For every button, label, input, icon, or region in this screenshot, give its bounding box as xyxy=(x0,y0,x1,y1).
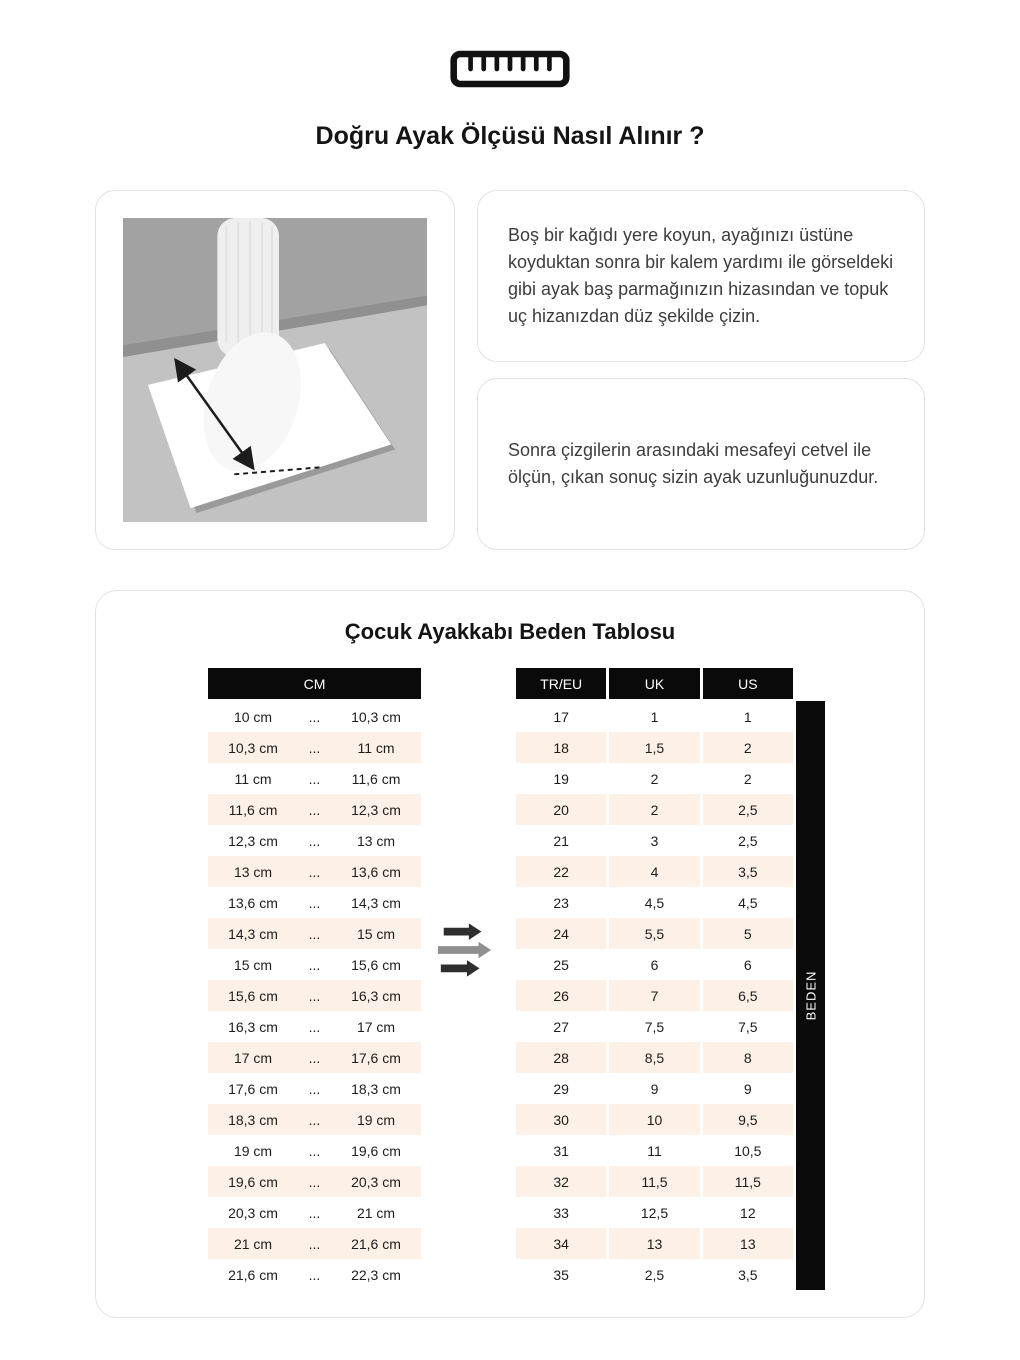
uk-cell: 8,5 xyxy=(609,1042,699,1073)
cm-to-cell: 20,3 cm xyxy=(351,1173,401,1190)
instruction-card-2 xyxy=(477,378,925,550)
cm-to-cell: 17,6 cm xyxy=(351,1049,401,1066)
tr-eu-cell: 26 xyxy=(516,980,606,1011)
cm-table-row xyxy=(208,1166,421,1197)
instruction-card-1 xyxy=(477,190,925,362)
us-cell: 8 xyxy=(703,1042,793,1073)
tr-eu-cell: 19 xyxy=(553,770,569,787)
us-cell: 1 xyxy=(743,708,752,725)
intl-size-table-head xyxy=(516,668,793,699)
cm-separator: ... xyxy=(308,770,321,787)
cm-table-row xyxy=(208,1042,421,1073)
uk-cell: 11,5 xyxy=(609,1166,699,1197)
cm-to-cell: 15 cm xyxy=(356,925,396,942)
foot-on-paper-photo xyxy=(123,218,427,522)
size-table-header: TR/EU xyxy=(516,668,606,699)
us-cell: 2,5 xyxy=(703,794,793,825)
cm-separator: ... xyxy=(308,832,321,849)
uk-cell: 12,5 xyxy=(640,1204,669,1221)
cm-separator: ... xyxy=(308,1049,321,1066)
cm-separator: ... xyxy=(308,925,321,942)
us-cell: 9 xyxy=(743,1080,752,1097)
cm-table-row xyxy=(208,1135,421,1166)
uk-cell: 11 xyxy=(647,1142,662,1159)
cm-from-cell: 20,3 cm xyxy=(228,1204,278,1221)
us-cell: 2,5 xyxy=(738,832,758,849)
cm-separator: ... xyxy=(308,1235,321,1252)
cm-from-cell: 13 cm xyxy=(233,863,273,880)
uk-cell: 13 xyxy=(609,1228,699,1259)
uk-cell: 2,5 xyxy=(644,1266,665,1283)
cm-to-cell: 17 cm xyxy=(356,1018,396,1035)
cm-from-cell: 18,3 cm xyxy=(228,1111,278,1128)
tr-eu-cell: 24 xyxy=(516,918,606,949)
cm-from-cell: 13,6 cm xyxy=(228,894,278,911)
cm-table-row xyxy=(208,1197,421,1228)
uk-cell: 2 xyxy=(609,794,699,825)
cm-table-row xyxy=(208,825,421,856)
us-cell: 10,5 xyxy=(734,1142,762,1159)
uk-cell: 4,5 xyxy=(644,894,665,911)
tr-eu-cell: 22 xyxy=(516,856,606,887)
tr-eu-cell: 18 xyxy=(516,732,606,763)
cm-table-row xyxy=(208,794,421,825)
cm-table xyxy=(208,668,421,1290)
cm-to-cell: 11,6 cm xyxy=(351,770,401,787)
cm-to-cell: 12,3 cm xyxy=(351,801,401,818)
us-cell: 4,5 xyxy=(738,894,758,911)
us-cell: 13 xyxy=(703,1228,793,1259)
us-cell: 12 xyxy=(740,1204,756,1221)
double-right-arrows-icon xyxy=(434,921,496,984)
cm-to-cell: 19 cm xyxy=(356,1111,396,1128)
cm-to-cell: 15,6 cm xyxy=(351,956,401,973)
us-cell: 3,5 xyxy=(738,1266,758,1283)
cm-from-cell: 15 cm xyxy=(233,956,273,973)
cm-separator: ... xyxy=(308,1018,321,1035)
cm-from-cell: 11,6 cm xyxy=(228,801,278,818)
tr-eu-cell: 20 xyxy=(516,794,606,825)
tr-eu-cell: 27 xyxy=(553,1018,569,1035)
cm-to-cell: 13 cm xyxy=(356,832,396,849)
tr-eu-cell: 34 xyxy=(516,1228,606,1259)
instruction-step-2: Sonra çizgilerin arasındaki mesafeyi cetvel ile ölçün, çıkan sonuç sizin ayak uzunluğunuzdur. xyxy=(508,440,879,487)
instructions-column xyxy=(477,190,925,550)
cm-from-cell: 11 cm xyxy=(234,770,272,787)
cm-table-row xyxy=(208,856,421,887)
tr-eu-cell: 30 xyxy=(516,1104,606,1135)
us-cell: 2 xyxy=(703,732,793,763)
cm-separator: ... xyxy=(308,1204,321,1221)
cm-from-cell: 21,6 cm xyxy=(228,1266,278,1283)
us-cell: 2 xyxy=(743,770,752,787)
uk-cell: 3 xyxy=(650,832,659,849)
cm-separator: ... xyxy=(308,801,321,818)
cm-separator: ... xyxy=(308,1142,321,1159)
cm-to-cell: 18,3 cm xyxy=(351,1080,401,1097)
intl-size-table-body xyxy=(516,701,793,1290)
cm-table-row xyxy=(208,701,421,732)
uk-cell: 1,5 xyxy=(609,732,699,763)
cm-table-row xyxy=(208,980,421,1011)
cm-separator: ... xyxy=(308,1080,321,1097)
cm-separator: ... xyxy=(308,1266,321,1283)
tr-eu-cell: 17 xyxy=(553,708,569,725)
cm-to-cell: 16,3 cm xyxy=(351,987,401,1004)
uk-cell: 1 xyxy=(650,708,659,725)
cm-from-cell: 10 cm xyxy=(233,708,273,725)
us-cell: 9,5 xyxy=(703,1104,793,1135)
foot-measure-photo-card xyxy=(95,190,455,550)
cm-from-cell: 12,3 cm xyxy=(228,832,278,849)
tr-eu-cell: 31 xyxy=(553,1142,569,1159)
cm-to-cell: 11 cm xyxy=(357,739,395,756)
page-title: Doğru Ayak Ölçüsü Nasıl Alınır ? xyxy=(315,122,705,150)
us-cell: 7,5 xyxy=(738,1018,758,1035)
tr-eu-cell: 32 xyxy=(516,1166,606,1197)
cm-from-cell: 16,3 cm xyxy=(228,1018,278,1035)
cm-from-cell: 19 cm xyxy=(233,1142,273,1159)
tr-eu-cell: 28 xyxy=(516,1042,606,1073)
cm-from-cell: 15,6 cm xyxy=(228,987,278,1004)
tr-eu-cell: 23 xyxy=(553,894,569,911)
size-table-title: Çocuk Ayakkabı Beden Tablosu xyxy=(344,619,676,644)
cm-from-cell: 17,6 cm xyxy=(228,1080,278,1097)
cm-separator: ... xyxy=(308,956,321,973)
cm-from-cell: 19,6 cm xyxy=(228,1173,278,1190)
us-cell: 6,5 xyxy=(703,980,793,1011)
cm-table-row xyxy=(208,1259,421,1290)
tr-eu-cell: 29 xyxy=(553,1080,569,1097)
cm-separator: ... xyxy=(308,739,321,756)
tr-eu-cell: 21 xyxy=(553,832,569,849)
cm-table-header: CM xyxy=(208,668,421,699)
cm-from-cell: 17 cm xyxy=(233,1049,273,1066)
cm-to-cell: 13,6 cm xyxy=(351,863,401,880)
us-cell: 11,5 xyxy=(703,1166,793,1197)
uk-cell: 6 xyxy=(650,956,659,973)
uk-cell: 7 xyxy=(609,980,699,1011)
cm-to-cell: 21,6 cm xyxy=(351,1235,401,1252)
cm-from-cell: 10,3 cm xyxy=(228,739,278,756)
cm-from-cell: 14,3 cm xyxy=(228,925,278,942)
size-table-header: US xyxy=(703,668,793,699)
cm-separator: ... xyxy=(308,1173,321,1190)
uk-cell: 2 xyxy=(650,770,659,787)
cm-table-row xyxy=(208,1228,421,1259)
uk-cell: 10 xyxy=(609,1104,699,1135)
us-cell: 6 xyxy=(743,956,752,973)
uk-cell: 9 xyxy=(650,1080,659,1097)
cm-separator: ... xyxy=(308,987,321,1004)
cm-from-cell: 21 cm xyxy=(233,1235,273,1252)
cm-table-row xyxy=(208,887,421,918)
uk-cell: 7,5 xyxy=(644,1018,665,1035)
tr-eu-cell: 25 xyxy=(553,956,569,973)
cm-separator: ... xyxy=(308,708,321,725)
size-table-card xyxy=(95,590,925,1318)
us-cell: 3,5 xyxy=(703,856,793,887)
cm-separator: ... xyxy=(308,863,321,880)
cm-to-cell: 14,3 cm xyxy=(351,894,401,911)
cm-table-row xyxy=(208,1011,421,1042)
cm-table-row xyxy=(208,732,421,763)
us-cell: 5 xyxy=(703,918,793,949)
ruler-icon xyxy=(0,48,1020,90)
uk-cell: 4 xyxy=(609,856,699,887)
intl-size-table xyxy=(516,668,793,1290)
cm-to-cell: 10,3 cm xyxy=(351,708,401,725)
beden-side-label xyxy=(796,701,825,1290)
measurement-guide-section xyxy=(95,190,925,550)
tr-eu-cell: 33 xyxy=(553,1204,569,1221)
cm-separator: ... xyxy=(308,1111,321,1128)
cm-separator: ... xyxy=(308,894,321,911)
cm-to-cell: 19,6 cm xyxy=(351,1142,401,1159)
uk-cell: 5,5 xyxy=(609,918,699,949)
cm-table-row xyxy=(208,1073,421,1104)
beden-side-label-text: BEDEN xyxy=(803,970,819,1021)
cm-table-body xyxy=(208,701,421,1290)
cm-table-row xyxy=(208,1104,421,1135)
cm-to-cell: 21 cm xyxy=(356,1204,396,1221)
cm-table-row xyxy=(208,949,421,980)
instruction-step-1: Boş bir kağıdı yere koyun, ayağınızı üstüne koyduktan sonra bir kalem yardımı ile görseldeki gibi ayak baş parmağınızın hizasından ve topuk uç hizanızdan düz şekilde çizin. xyxy=(508,225,894,326)
cm-table-row xyxy=(208,763,421,794)
tr-eu-cell: 35 xyxy=(553,1266,569,1283)
cm-table-row xyxy=(208,918,421,949)
size-table-header: UK xyxy=(609,668,699,699)
cm-to-cell: 22,3 cm xyxy=(351,1266,401,1283)
